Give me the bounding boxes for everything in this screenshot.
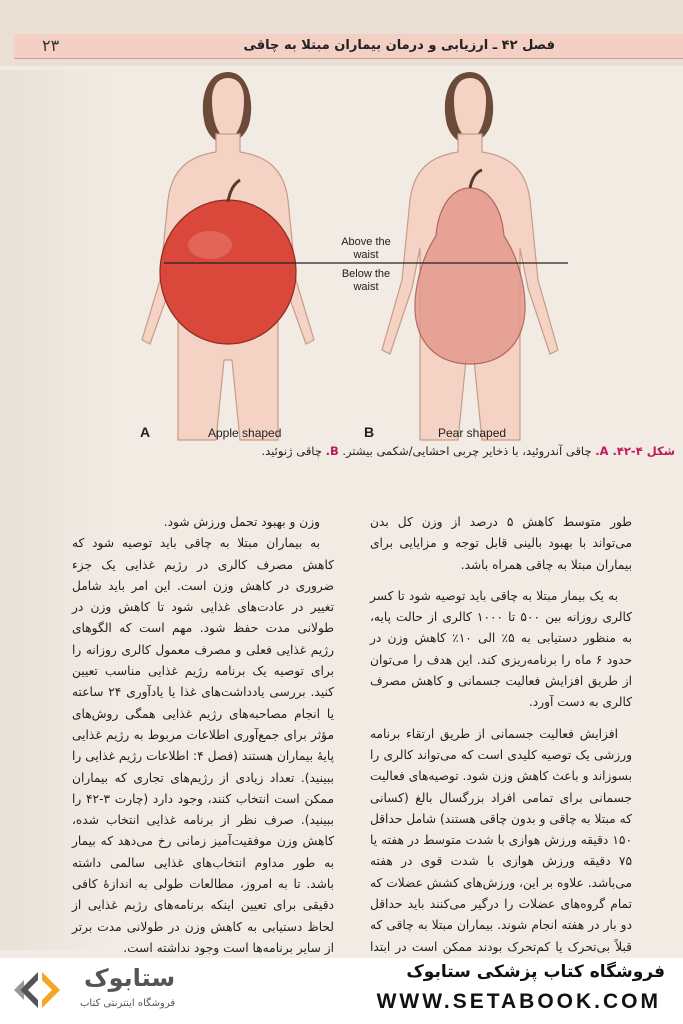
- paragraph: وزن و بهبود تحمل ورزش شود.: [163, 515, 320, 529]
- apple-figure: [142, 72, 314, 440]
- apple-shaped-label: Apple shaped: [208, 426, 282, 440]
- caption-text: چاقی آندروئید، با ذخایر چربی احشایی/شکمی بیشتر.: [342, 444, 592, 458]
- apple-shape: [160, 200, 296, 344]
- text-column-right: [370, 512, 632, 958]
- paragraph: طور متوسط کاهش ۵ درصد از وزن کل بدن می‌تواند با بهبود بالینی قابل توجه و مزایایی برای بیماران مبتلا به چاقی همراه باشد.: [370, 515, 632, 572]
- below-waist-label: Below the waist: [341, 268, 391, 293]
- paragraph: افزایش فعالیت جسمانی از طریق ارتقاء برنامه ورزشی یک توصیه کلیدی است که می‌تواند کالری را بسوزاند و باعث کاهش وزن شود. توصیه‌های فعالیت جسمانی برای تمامی افراد بزرگسال بالغ (کسانی که مبتلا به چاقی و بدون چاقی هستند) شامل حداقل ۱۵۰ دقیقه ورزش هوازی با شدت متوسط در هفته یا ۷۵ دقیقه ورزش هوازی با شدت قوی در هفته می‌باشد. علاوه بر این، ورزش‌های کشش عضلات که تمام گروه‌های عضلات را درگیر می‌کنند باید حداقل دو بار در هفته انجام شوند. بیماران مبتلا به چاقی که قبلاً بی‌تحرک یا کم‌تحرک بودند ممکن است در ابتدا: [370, 726, 632, 954]
- caption-prefix: شکل ۴-۴۲. A.: [595, 444, 675, 458]
- body-shape-figure: [120, 60, 683, 445]
- chapter-title: فصل ۴۲ ـ ارزیابی و درمان بیماران مبتلا به چاقی: [243, 38, 555, 53]
- figure-caption: [115, 444, 675, 458]
- store-title: فروشگاه کتاب پزشکی ستابوک: [406, 962, 665, 982]
- above-waist-label: Above the waist: [341, 236, 391, 261]
- caption-b: B.: [325, 444, 339, 458]
- paragraph: به بیماران مبتلا به چاقی باید توصیه شود که کاهش مصرف کالری در رژیم غذایی یک جزء ضروری در کاهش وزن است. این امر باید شامل تغییر در عادت‌های غذایی شود تا کاهش وزن در طولانی مدت حفظ شود. مهم است که الگوهای رژیم غذایی فعلی و مصرف معمول کالری روزانه را برای توصیه یک برنامه رژیم غذایی مناسب تعیین کنید. بررسی یادداشت‌های غذا یا یادآوری ۲۴ ساعته یا انجام مصاحبه‌های رژیم غذایی همگی روش‌های مؤثر برای جمع‌آوری اطلاعات مربوط به رژیم غذایی پایهٔ بیماران هستند (فصل ۴: اطلاعات رژیم غذایی را ببینید). تعداد زیادی از رژیم‌های تجاری که بیماران ممکن است انتخاب کنند، وجود دارد (چارت ۳-۴۲ را ببینید). صرف نظر از برنامه غذایی انتخاب شده، کاهش وزن موفقیت‌آمیز زمانی رخ می‌دهد که بیمار به طور مداوم انتخاب‌های غذایی سالمی داشته باشد. تا به امروز، مطالعات طولی به اندازهٔ کافی دقیقی برای تعیین اینکه برنامه‌های رژیم غذایی از لحاظ دستیابی به کاهش وزن در طولانی مدت برتر از سایر برنامه‌ها است وجود نداشته است.: [72, 536, 334, 955]
- caption-end: چاقی ژنوئید.: [261, 444, 322, 458]
- logo-text: ستابوک: [84, 964, 176, 992]
- store-url[interactable]: WWW.SETABOOK.COM: [376, 990, 661, 1013]
- store-banner: [0, 958, 683, 1024]
- pear-figure: [382, 72, 558, 440]
- figure-illustration: [120, 60, 683, 445]
- book-logo-icon: [10, 962, 72, 1018]
- panel-a-label: A: [140, 424, 151, 440]
- store-logo[interactable]: [10, 962, 200, 1020]
- pear-shaped-label: Pear shaped: [438, 426, 507, 440]
- page-number: ۲۳: [42, 36, 60, 55]
- panel-b-label: B: [364, 424, 375, 440]
- logo-subtitle: فروشگاه اینترنتی کتاب: [80, 998, 176, 1009]
- text-column-left: [72, 512, 334, 958]
- page-header: [0, 0, 683, 66]
- paragraph: به یک بیمار مبتلا به چاقی باید توصیه شود تا کسر کالری روزانه بین ۵۰۰ تا ۱۰۰۰ کالری از حالت پایه، به منظور دستیابی به ۵٪ الی ۱۰٪ کاهش وزن در حدود ۶ ماه را برنامه‌ریزی کند. این هدف را می‌توان از طریق افزایش فعالیت جسمانی و کاهش مصرف کالری به دست آورد.: [370, 588, 633, 710]
